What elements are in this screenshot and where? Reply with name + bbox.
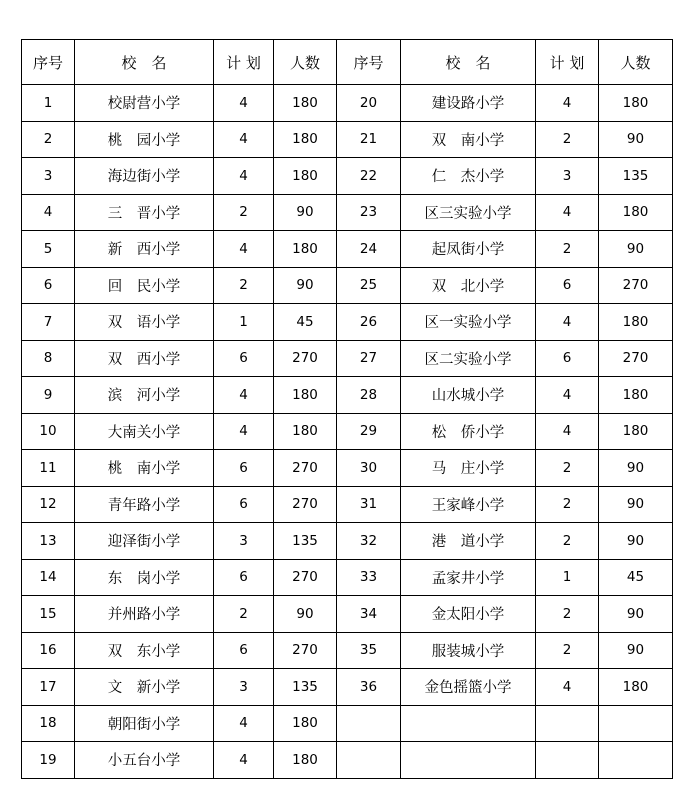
- school-name-cell-right: 双 北小学: [401, 267, 536, 304]
- plan-cell-right: 2: [536, 596, 599, 633]
- count-cell-left: 270: [274, 559, 337, 596]
- seq-cell-right: 32: [337, 523, 401, 560]
- table-row: [22, 450, 673, 487]
- plan-cell-left: 2: [214, 596, 274, 633]
- count-cell-right: 180: [599, 669, 673, 706]
- school-name-cell-left: 东 岗小学: [75, 559, 214, 596]
- plan-cell-right: 2: [536, 632, 599, 669]
- table-row: [22, 523, 673, 560]
- plan-cell-right: 2: [536, 450, 599, 487]
- seq-cell-left: 13: [22, 523, 75, 560]
- school-name-cell-left: 朝阳街小学: [75, 705, 214, 742]
- plan-cell-right: 3: [536, 158, 599, 195]
- count-cell-right: 180: [599, 413, 673, 450]
- count-cell-right: 90: [599, 450, 673, 487]
- school-name-cell-left: 桃 南小学: [75, 450, 214, 487]
- count-cell-left: 90: [274, 596, 337, 633]
- count-cell-right: 270: [599, 340, 673, 377]
- plan-cell-right: 4: [536, 304, 599, 341]
- school-name-cell-left: 海边街小学: [75, 158, 214, 195]
- table-row: [22, 632, 673, 669]
- count-cell-right: [599, 742, 673, 779]
- school-name-cell-left: 双 语小学: [75, 304, 214, 341]
- school-name-cell-left: 三 晋小学: [75, 194, 214, 231]
- plan-cell-left: 3: [214, 523, 274, 560]
- plan-cell-left: 2: [214, 194, 274, 231]
- plan-cell-right: 2: [536, 523, 599, 560]
- count-cell-right: 180: [599, 85, 673, 122]
- seq-cell-left: 12: [22, 486, 75, 523]
- plan-cell-right: [536, 742, 599, 779]
- header-plan-left: 计 划: [214, 40, 274, 85]
- plan-cell-left: 2: [214, 267, 274, 304]
- count-cell-left: 45: [274, 304, 337, 341]
- plan-cell-left: 3: [214, 669, 274, 706]
- table-row: [22, 669, 673, 706]
- seq-cell-right: 35: [337, 632, 401, 669]
- plan-cell-right: 4: [536, 377, 599, 414]
- school-name-cell-right: 马 庄小学: [401, 450, 536, 487]
- plan-cell-right: 4: [536, 669, 599, 706]
- school-name-cell-left: 新 西小学: [75, 231, 214, 268]
- school-name-cell-left: 并州路小学: [75, 596, 214, 633]
- plan-cell-left: 6: [214, 450, 274, 487]
- seq-cell-right: 22: [337, 158, 401, 195]
- school-name-cell-left: 回 民小学: [75, 267, 214, 304]
- seq-cell-right: 23: [337, 194, 401, 231]
- count-cell-right: 45: [599, 559, 673, 596]
- count-cell-right: 90: [599, 596, 673, 633]
- seq-cell-right: 30: [337, 450, 401, 487]
- plan-cell-right: [536, 705, 599, 742]
- school-name-cell-left: 双 西小学: [75, 340, 214, 377]
- school-name-cell-left: 大南关小学: [75, 413, 214, 450]
- table-row: [22, 85, 673, 122]
- seq-cell-right: 31: [337, 486, 401, 523]
- plan-cell-left: 4: [214, 85, 274, 122]
- count-cell-left: 270: [274, 486, 337, 523]
- count-cell-left: 90: [274, 267, 337, 304]
- plan-cell-right: 2: [536, 486, 599, 523]
- table-row: [22, 596, 673, 633]
- header-name-left: 校 名: [75, 40, 214, 85]
- count-cell-right: 90: [599, 231, 673, 268]
- seq-cell-left: 3: [22, 158, 75, 195]
- table-row: [22, 158, 673, 195]
- seq-cell-left: 19: [22, 742, 75, 779]
- header-plan-right: 计 划: [536, 40, 599, 85]
- school-name-cell-right: 服装城小学: [401, 632, 536, 669]
- school-name-cell-right: 金太阳小学: [401, 596, 536, 633]
- school-name-cell-left: 双 东小学: [75, 632, 214, 669]
- plan-cell-left: 4: [214, 158, 274, 195]
- seq-cell-left: 2: [22, 121, 75, 158]
- plan-cell-right: 6: [536, 340, 599, 377]
- school-name-cell-right: 建设路小学: [401, 85, 536, 122]
- table-row: [22, 304, 673, 341]
- header-count-right: 人数: [599, 40, 673, 85]
- seq-cell-left: 9: [22, 377, 75, 414]
- plan-cell-left: 4: [214, 121, 274, 158]
- seq-cell-right: 25: [337, 267, 401, 304]
- seq-cell-right: 27: [337, 340, 401, 377]
- count-cell-right: 90: [599, 523, 673, 560]
- plan-cell-left: 6: [214, 486, 274, 523]
- table-row: [22, 377, 673, 414]
- count-cell-right: 180: [599, 194, 673, 231]
- seq-cell-right: 33: [337, 559, 401, 596]
- plan-cell-left: 4: [214, 742, 274, 779]
- count-cell-right: [599, 705, 673, 742]
- count-cell-right: 180: [599, 304, 673, 341]
- school-name-cell-right: 金色摇篮小学: [401, 669, 536, 706]
- plan-cell-left: 4: [214, 377, 274, 414]
- count-cell-right: 135: [599, 158, 673, 195]
- seq-cell-right: 24: [337, 231, 401, 268]
- count-cell-left: 135: [274, 523, 337, 560]
- count-cell-right: 90: [599, 121, 673, 158]
- school-name-cell-right: 孟家井小学: [401, 559, 536, 596]
- seq-cell-left: 14: [22, 559, 75, 596]
- count-cell-left: 180: [274, 231, 337, 268]
- school-name-cell-right: 王家峰小学: [401, 486, 536, 523]
- table-row: [22, 413, 673, 450]
- school-name-cell-left: 滨 河小学: [75, 377, 214, 414]
- table-row: [22, 486, 673, 523]
- school-name-cell-right: 山水城小学: [401, 377, 536, 414]
- plan-cell-left: 1: [214, 304, 274, 341]
- school-name-cell-left: 小五台小学: [75, 742, 214, 779]
- seq-cell-left: 6: [22, 267, 75, 304]
- count-cell-left: 270: [274, 450, 337, 487]
- table-row: [22, 559, 673, 596]
- plan-cell-left: 4: [214, 413, 274, 450]
- count-cell-right: 90: [599, 486, 673, 523]
- count-cell-left: 180: [274, 413, 337, 450]
- school-name-cell-right: 港 道小学: [401, 523, 536, 560]
- table-body: [22, 85, 673, 779]
- count-cell-left: 90: [274, 194, 337, 231]
- seq-cell-left: 15: [22, 596, 75, 633]
- count-cell-left: 270: [274, 340, 337, 377]
- table-row: [22, 121, 673, 158]
- seq-cell-left: 5: [22, 231, 75, 268]
- school-name-cell-right: 松 侨小学: [401, 413, 536, 450]
- seq-cell-left: 11: [22, 450, 75, 487]
- school-enrollment-table: [21, 39, 673, 779]
- plan-cell-right: 6: [536, 267, 599, 304]
- table-row: [22, 231, 673, 268]
- header-name-right: 校 名: [401, 40, 536, 85]
- header-seq-right: 序号: [337, 40, 401, 85]
- seq-cell-right: 29: [337, 413, 401, 450]
- plan-cell-left: 6: [214, 340, 274, 377]
- seq-cell-right: 26: [337, 304, 401, 341]
- count-cell-right: 180: [599, 377, 673, 414]
- seq-cell-left: 17: [22, 669, 75, 706]
- seq-cell-left: 10: [22, 413, 75, 450]
- count-cell-left: 180: [274, 377, 337, 414]
- school-name-cell-right: [401, 742, 536, 779]
- plan-cell-left: 4: [214, 231, 274, 268]
- table-row: [22, 705, 673, 742]
- seq-cell-left: 8: [22, 340, 75, 377]
- header-row: [22, 40, 673, 85]
- plan-cell-left: 4: [214, 705, 274, 742]
- school-name-cell-right: 区二实验小学: [401, 340, 536, 377]
- school-name-cell-right: 仁 杰小学: [401, 158, 536, 195]
- plan-cell-right: 4: [536, 194, 599, 231]
- seq-cell-right: 20: [337, 85, 401, 122]
- header-count-left: 人数: [274, 40, 337, 85]
- school-name-cell-right: [401, 705, 536, 742]
- count-cell-left: 180: [274, 742, 337, 779]
- school-name-cell-right: 区三实验小学: [401, 194, 536, 231]
- table-row: [22, 742, 673, 779]
- school-name-cell-right: 区一实验小学: [401, 304, 536, 341]
- plan-cell-right: 2: [536, 121, 599, 158]
- count-cell-right: 270: [599, 267, 673, 304]
- seq-cell-left: 4: [22, 194, 75, 231]
- seq-cell-left: 16: [22, 632, 75, 669]
- seq-cell-right: 34: [337, 596, 401, 633]
- school-name-cell-left: 青年路小学: [75, 486, 214, 523]
- seq-cell-right: [337, 742, 401, 779]
- plan-cell-left: 6: [214, 559, 274, 596]
- table-row: [22, 194, 673, 231]
- table-row: [22, 267, 673, 304]
- count-cell-left: 180: [274, 121, 337, 158]
- seq-cell-left: 18: [22, 705, 75, 742]
- count-cell-left: 135: [274, 669, 337, 706]
- school-name-cell-left: 桃 园小学: [75, 121, 214, 158]
- plan-cell-left: 6: [214, 632, 274, 669]
- school-name-cell-right: 起凤街小学: [401, 231, 536, 268]
- count-cell-left: 180: [274, 85, 337, 122]
- school-name-cell-right: 双 南小学: [401, 121, 536, 158]
- seq-cell-left: 1: [22, 85, 75, 122]
- plan-cell-right: 4: [536, 413, 599, 450]
- seq-cell-right: 36: [337, 669, 401, 706]
- table-row: [22, 340, 673, 377]
- school-name-cell-left: 迎泽街小学: [75, 523, 214, 560]
- seq-cell-left: 7: [22, 304, 75, 341]
- plan-cell-right: 1: [536, 559, 599, 596]
- seq-cell-right: 28: [337, 377, 401, 414]
- seq-cell-right: 21: [337, 121, 401, 158]
- count-cell-left: 180: [274, 158, 337, 195]
- school-name-cell-left: 校尉营小学: [75, 85, 214, 122]
- school-name-cell-left: 文 新小学: [75, 669, 214, 706]
- header-seq-left: 序号: [22, 40, 75, 85]
- plan-cell-right: 2: [536, 231, 599, 268]
- seq-cell-right: [337, 705, 401, 742]
- count-cell-left: 270: [274, 632, 337, 669]
- count-cell-right: 90: [599, 632, 673, 669]
- count-cell-left: 180: [274, 705, 337, 742]
- plan-cell-right: 4: [536, 85, 599, 122]
